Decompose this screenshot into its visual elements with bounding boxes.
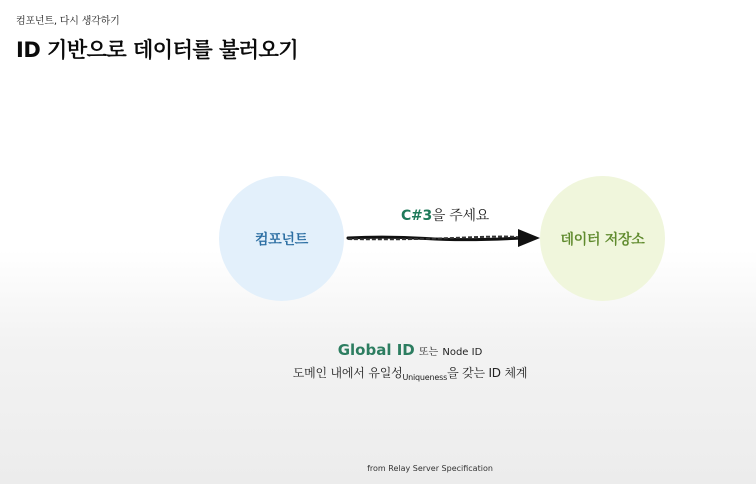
- connector-label: 또는: [418, 347, 439, 358]
- component-node: [219, 176, 344, 301]
- request-arrow: [346, 228, 542, 248]
- component-node-label: 컴포넌트: [255, 231, 308, 248]
- global-id-description: [260, 364, 560, 381]
- description-subscript: Uniqueness: [402, 373, 448, 382]
- node-id-label: Node ID: [442, 347, 483, 358]
- source-citation: from Relay Server Specification: [367, 464, 493, 473]
- description-after: 을 갖는 ID 체계: [447, 366, 528, 380]
- request-label: [360, 205, 530, 225]
- arrow-head: [518, 229, 540, 247]
- section-label: 컴포넌트, 다시 생각하기: [16, 16, 120, 27]
- request-code: C#3: [401, 208, 432, 224]
- global-id-term: [300, 341, 520, 359]
- global-id-label: Global ID: [337, 341, 415, 359]
- data-store-node: [540, 176, 665, 301]
- description-before: 도메인 내에서 유일성: [292, 366, 403, 380]
- request-text: 을 주세요: [431, 208, 489, 224]
- data-store-node-label: 데이터 저장소: [560, 231, 645, 248]
- slide-title: ID 기반으로 데이터를 불러오기: [16, 38, 299, 62]
